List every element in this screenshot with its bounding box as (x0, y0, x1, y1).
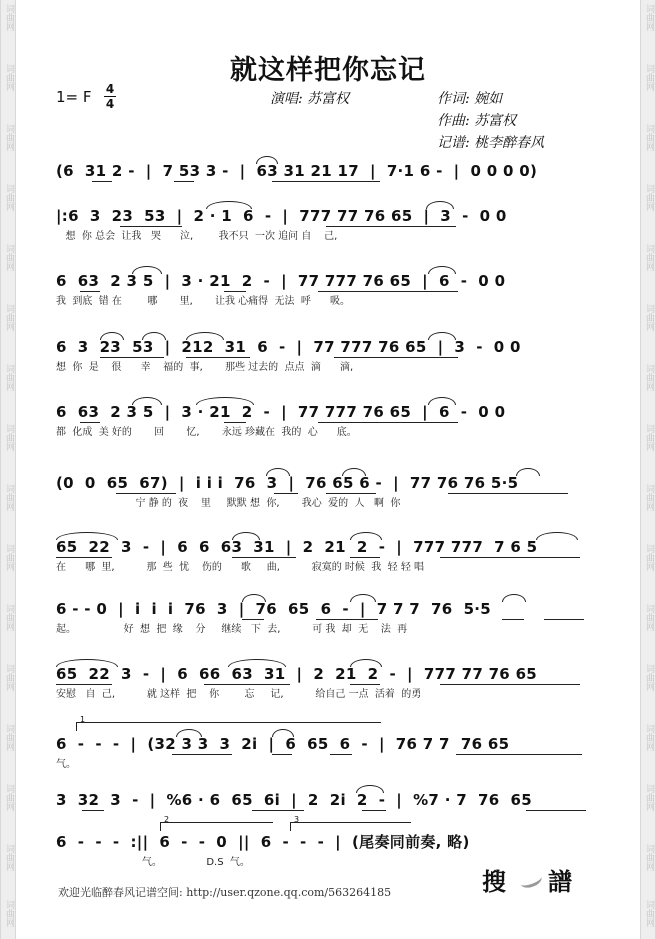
right-watermark-strip (640, 0, 656, 939)
lyric-line: 想 你 是 很 幸 福的 事, 那些 过去的 点点 滴 滴, (56, 362, 354, 373)
watermark-text: 词曲网 (4, 304, 14, 331)
notation-line: (6 31 2 - | 7 53 3 - | 63 31 21 17 | 7·1 6 - | 0 0 0 0) (56, 162, 538, 180)
watermark-text: 词曲网 (4, 484, 14, 511)
volta-number: 1 (80, 715, 86, 724)
left-watermark-strip (0, 0, 16, 939)
lyric-line: 在 哪 里, 那 些 忧 伤的 歌 曲, 寂寞的 时候 我 轻 轻 唱 (56, 562, 425, 573)
score-row (56, 336, 604, 373)
score-row (56, 270, 604, 307)
watermark-text: 词曲网 (4, 724, 14, 751)
logo-char: 搜 (482, 868, 506, 896)
notation-line: 6 - - - :|| 6 - - 0 || 6 - - - | (尾奏同前奏, 略) (56, 833, 470, 851)
volta-number: 3 (294, 815, 300, 824)
watermark-text: 词曲网 (644, 784, 654, 811)
time-signature (104, 83, 116, 110)
watermark-text: 词曲网 (644, 544, 654, 571)
lyricist-credit: 作词: 婉如 (437, 91, 503, 107)
watermark-text: 词曲网 (644, 424, 654, 451)
notation-line: (0 0 65 67) | i i i 76 3 | 76 65 6 - | 77 76 76 5·5 (56, 474, 519, 492)
lyric-line: 想 你 总会 让我 哭 泣, 我不只 一次 追问 自 己, (56, 231, 338, 242)
song-title: 就这样把你忘记 (230, 55, 426, 86)
watermark-text: 词曲网 (4, 544, 14, 571)
score-row (56, 663, 604, 700)
lyric-line: 安慰 自 己, 就 这样 把 你 忘 记, 给自己 一点 活着 的勇 (56, 689, 422, 700)
watermark-text: 词曲网 (4, 124, 14, 151)
notation-line: 65 22 3 - | 6 66 63 31 | 2 21 2 - | 777 77 76 65 (56, 665, 538, 683)
watermark-text: 词曲网 (644, 364, 654, 391)
composer-credit: 作曲: 苏富权 (437, 113, 517, 129)
watermark-text: 词曲网 (644, 4, 654, 31)
logo-swoosh-icon (518, 871, 543, 891)
footer-credit: 欢迎光临醉春风记谱空间: http://user.qzone.qq.com/563264185 (58, 886, 392, 899)
notation-line: 6 63 2 3 5 | 3 · 21 2 - | 77 777 76 65 | 6 - 0 0 (56, 403, 506, 421)
volta-bracket-3 (290, 815, 411, 831)
watermark-text: 词曲网 (644, 724, 654, 751)
volta-number: 2 (164, 815, 170, 824)
watermark-text: 词曲网 (4, 424, 14, 451)
notation-line: 6 - - - | (32 3 3 3 2i | 6 65 6 - | 76 7 7 76 65 (56, 735, 510, 753)
score-row (56, 160, 604, 182)
watermark-text: 词曲网 (644, 124, 654, 151)
notation-line: 6 63 2 3 5 | 3 · 21 2 - | 77 777 76 65 | 6 - 0 0 (56, 272, 506, 290)
watermark-text: 词曲网 (4, 664, 14, 691)
watermark-text: 词曲网 (644, 664, 654, 691)
notation-line: 6 - - 0 | i i i 76 3 | 76 65 6 - | 7 7 7 76 5·5 (56, 600, 492, 618)
watermark-text: 词曲网 (644, 304, 654, 331)
lyric-line: 宁 静 的 夜 里 默默 想 你, 我心 爱的 人 啊 你 (56, 498, 401, 509)
watermark-text: 词曲网 (4, 244, 14, 271)
watermark-text: 词曲网 (644, 184, 654, 211)
score-row (56, 733, 604, 770)
watermark-text: 词曲网 (644, 244, 654, 271)
notation-line: 65 22 3 - | 6 6 63 31 | 2 21 2 - | 777 777 7 6 5 (56, 538, 538, 556)
watermark-text: 词曲网 (4, 900, 14, 927)
time-signature-bottom: 4 (105, 97, 115, 111)
lyric-line: 我 到底 错 在 哪 里, 让我 心痛得 无法 呼 吸。 (56, 296, 350, 307)
score-row (56, 598, 604, 635)
score-row (56, 401, 604, 438)
volta-bracket-2 (160, 815, 273, 831)
logo-char: 譜 (548, 868, 572, 896)
time-signature-top: 4 (105, 82, 115, 96)
lyric-line: 气。 D.S 气。 (56, 857, 250, 868)
watermark-text: 词曲网 (4, 784, 14, 811)
watermark-text: 词曲网 (4, 364, 14, 391)
singer-credit: 演唱: 苏富权 (270, 91, 350, 107)
notation-line: 6 3 23 53 | 212 31 6 - | 77 777 76 65 | 3 - 0 0 (56, 338, 521, 356)
lyric-line: 起。 好 想 把 缘 分 继续 下 去, 可 我 却 无 法 再 (56, 624, 408, 635)
score-row (56, 831, 604, 868)
watermark-text: 词曲网 (644, 64, 654, 91)
notation-line: |:6 3 23 53 | 2 · 1 6 - | 777 77 76 65 | 3 - 0 0 (56, 207, 507, 225)
watermark-text: 词曲网 (4, 604, 14, 631)
volta-bracket-1 (76, 715, 381, 731)
watermark-text: 词曲网 (4, 64, 14, 91)
watermark-text: 词曲网 (644, 844, 654, 871)
lyric-line: 气。 (56, 759, 76, 770)
sopu-logo (482, 862, 592, 896)
transcriber-credit: 记谱: 桃李醉春风 (437, 135, 545, 151)
score-row (56, 472, 604, 509)
score-row (56, 536, 604, 573)
watermark-text: 词曲网 (644, 900, 654, 927)
watermark-text: 词曲网 (4, 4, 14, 31)
watermark-text: 词曲网 (644, 604, 654, 631)
notation-line: 3 32 3 - | %6 · 6 65 6i | 2 2i 2 - | %7 · 7 76 65 (56, 791, 532, 809)
score-row (56, 789, 604, 811)
key-signature: 1= F (56, 88, 92, 106)
watermark-text: 词曲网 (4, 844, 14, 871)
lyric-line: 都 化成 美 好的 回 忆, 永远 珍藏在 我的 心 底。 (56, 427, 357, 438)
watermark-text: 词曲网 (644, 484, 654, 511)
watermark-text: 词曲网 (4, 184, 14, 211)
score-row (56, 205, 604, 242)
